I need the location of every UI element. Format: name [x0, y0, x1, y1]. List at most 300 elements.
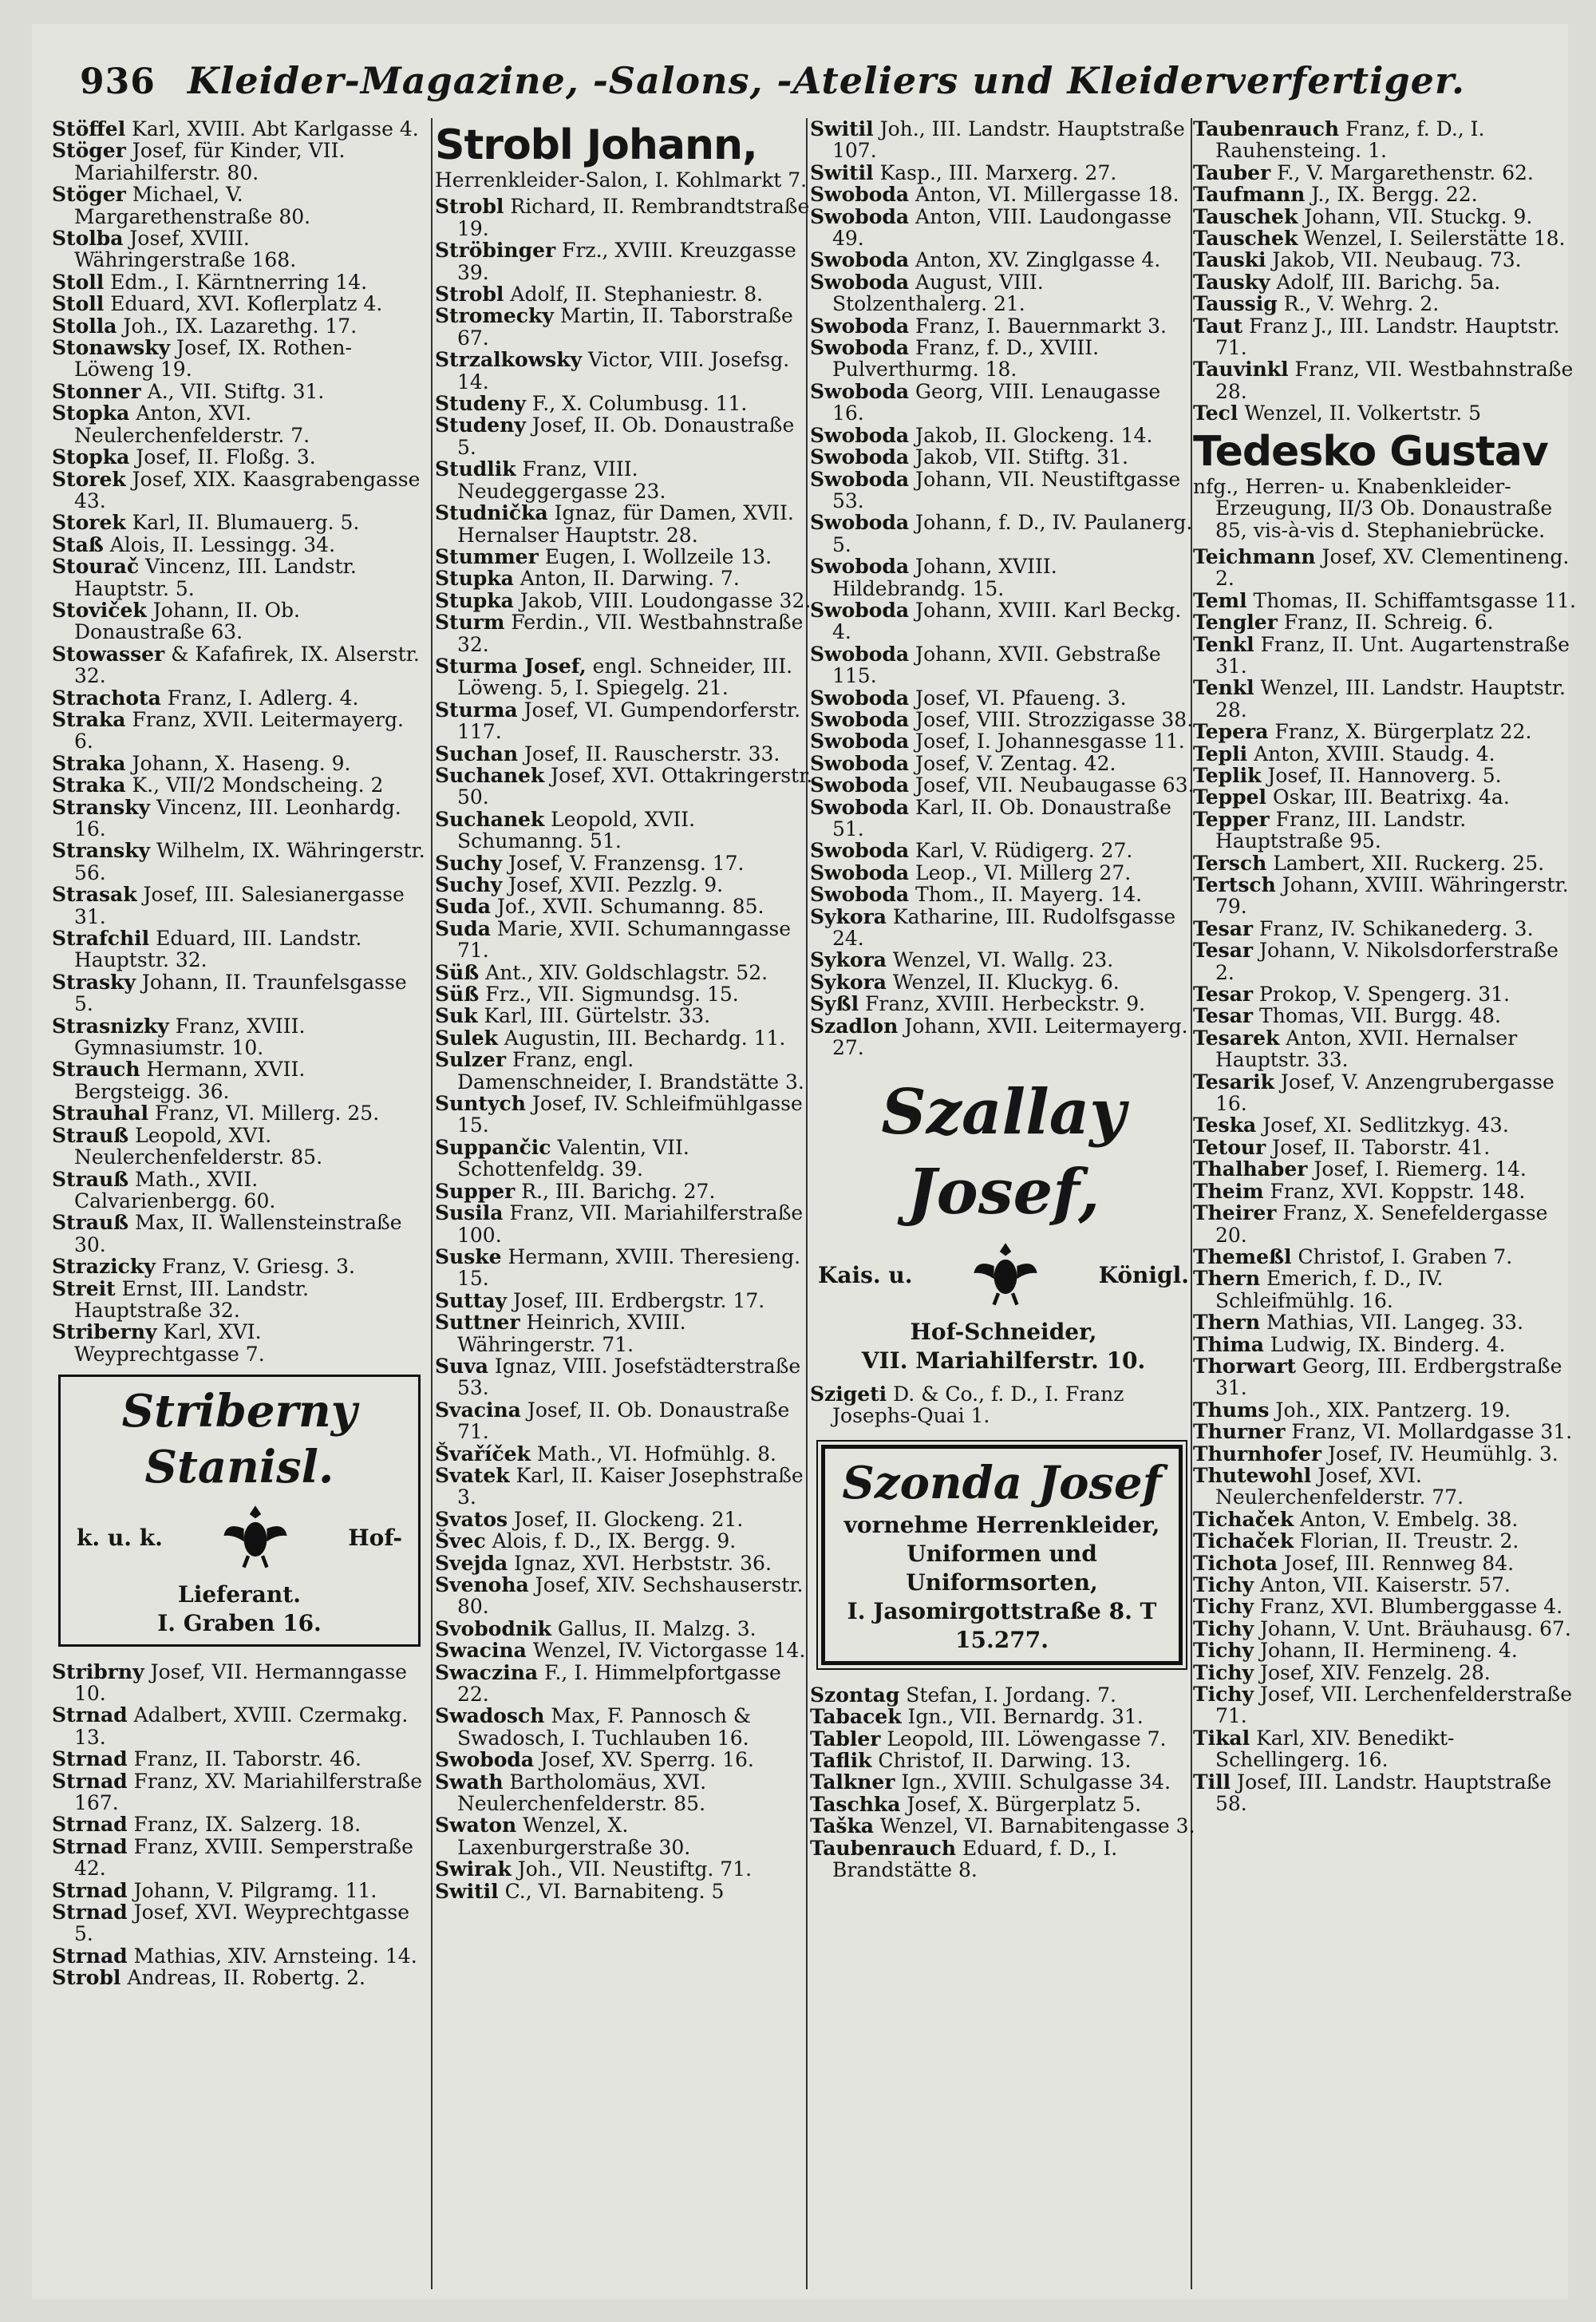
entry-address: Johann, XVIII. Währingerstr. 79.: [1215, 873, 1569, 919]
entry-address: Franz, I. Bauernmarkt 3.: [909, 314, 1167, 338]
entry-name: Svatos: [435, 1507, 508, 1531]
entry-name: Theim: [1193, 1179, 1264, 1203]
directory-entry: [1193, 852, 1576, 874]
directory-entry: [1193, 939, 1576, 983]
entry-name: Strasnizky: [52, 1014, 169, 1038]
directory-entry: [435, 1814, 814, 1858]
entry-address: Johann, II. Hermineng. 4.: [1254, 1639, 1518, 1663]
directory-entry: [52, 1015, 427, 1059]
directory-entry: [52, 687, 427, 709]
entry-address: Karl, XIV. Benedikt-Schellingerg. 16.: [1215, 1726, 1455, 1772]
entry-address: Christof, I. Graben 7.: [1291, 1244, 1513, 1268]
entry-address: Leop., VI. Millerg 27.: [909, 860, 1132, 884]
entry-address: Johann, VII. Stuckg. 9.: [1298, 204, 1533, 228]
entry-address: Victor, VIII. Josefsg. 14.: [457, 348, 790, 394]
entry-name: Tecl: [1193, 402, 1238, 425]
entry-address: Johann, f. D., IV. Paulanerg. 5.: [832, 511, 1193, 556]
directory-entry: [435, 809, 814, 852]
directory-entry: [435, 1771, 814, 1815]
entry-address: Leopold, XVII. Schumanng. 51.: [457, 807, 696, 853]
directory-entry: [435, 1640, 814, 1661]
directory-entry: [810, 337, 1197, 381]
entry-address: Alois, II. Lessingg. 34.: [103, 532, 336, 556]
entry-name: Striberny: [52, 1320, 157, 1344]
entry-address: Stefan, I. Jordang. 7.: [899, 1683, 1116, 1707]
column-4: [1193, 118, 1576, 2297]
directory-entry: [810, 753, 1197, 774]
directory-entry: [810, 1794, 1197, 1815]
entry-address: Marie, XVII. Schumanngasse 71.: [457, 916, 792, 963]
entry-address: Eugen, I. Wollzeile 13.: [538, 544, 772, 568]
entry-name: Švec: [435, 1529, 486, 1553]
entry-address: Vincenz, III. Landstr. Hauptstr. 5.: [74, 555, 357, 600]
entry-name: Svacina: [435, 1398, 521, 1422]
directory-entry: [435, 568, 814, 589]
entry-address: Jakob, VII. Neubaug. 73.: [1266, 248, 1522, 272]
entry-address: Josef, VI. Gumpendorferstr. 117.: [457, 698, 801, 744]
entry-address: A., VII. Stiftg. 31.: [140, 379, 325, 403]
directory-entry: [435, 1181, 814, 1202]
entry-name: Suda: [435, 895, 491, 919]
directory-entry: [1193, 315, 1576, 359]
entry-name: Tesar: [1193, 916, 1254, 940]
entry-name: Storek: [52, 467, 126, 491]
entry-name: Straka: [52, 751, 126, 775]
directory-entry: [810, 162, 1197, 184]
entry-address: Josef, III. Landstr. Hauptstraße 58.: [1215, 1770, 1552, 1816]
entry-address: Franz, V. Griesg. 3.: [155, 1255, 355, 1279]
entry-address: Anton, XV. Zinglgasse 4.: [909, 248, 1161, 272]
ad-address: VII. Mariahilferstr. 10.: [861, 1347, 1146, 1374]
directory-entry: [435, 743, 814, 765]
entry-address: Frz., VII. Sigmundsg. 15.: [479, 983, 739, 1007]
directory-entry: [1193, 1443, 1576, 1465]
entry-name: Stopka: [52, 402, 130, 425]
entry-address: Jakob, VII. Stiftg. 31.: [909, 445, 1128, 469]
entry-name: Suchanek: [435, 807, 545, 831]
entry-name: Stupka: [435, 588, 514, 612]
directory-entry: [52, 1125, 427, 1169]
entry-name: Tichy: [1193, 1683, 1254, 1707]
directory-entry: [810, 184, 1197, 205]
entry-name: Suttay: [435, 1288, 508, 1312]
entry-name: Studlik: [435, 457, 516, 481]
entry-name: Taussig: [1193, 292, 1278, 316]
entry-address: K., VII/2 Mondscheing. 2: [125, 773, 384, 797]
directory-entry: [1193, 1246, 1576, 1268]
entry-name: Tichaček: [1193, 1507, 1294, 1531]
entry-address: Wilhelm, IX. Währingerstr. 56.: [74, 839, 425, 884]
directory-entry: [810, 425, 1197, 446]
entry-name: Stribrny: [52, 1659, 144, 1683]
directory-entry: [1193, 918, 1576, 939]
entry-address: Josef, I. Riemerg. 14.: [1307, 1157, 1527, 1181]
entry-address: Karl, V. Rüdigerg. 27.: [909, 839, 1133, 863]
directory-entry: [435, 1399, 814, 1443]
entry-address: Anton, VII. Kaiserstr. 57.: [1254, 1573, 1511, 1596]
ad-title: Szonda Josef: [842, 1456, 1162, 1509]
entry-name: Swoboda: [435, 1748, 535, 1772]
entry-name: Staß: [52, 532, 104, 556]
entry-address: Christof, II. Darwing. 13.: [871, 1748, 1132, 1772]
entry-address: Josef, II. Floßg. 3.: [129, 445, 316, 469]
directory-entry: [1193, 611, 1576, 633]
directory-entry: [435, 918, 814, 962]
entry-address: Emerich, f. D., IV. Schleifmühlg. 16.: [1215, 1267, 1444, 1312]
directory-entry: [52, 1770, 427, 1814]
entry-name: Tabler: [810, 1727, 881, 1750]
entry-address: Josef, XIV. Sechshauserstr. 80.: [457, 1573, 804, 1619]
entry-address: Josef, V. Zentag. 42.: [909, 751, 1116, 775]
directory-entry: [435, 283, 814, 305]
entry-name: Swoboda: [810, 773, 910, 797]
entry-name: Suva: [435, 1354, 488, 1378]
entry-name: Thutewohl: [1193, 1463, 1312, 1487]
entry-address: Josef, XI. Sedlitzkyg. 43.: [1256, 1114, 1509, 1137]
directory-entry: [810, 840, 1197, 861]
directory-entry: [810, 1015, 1197, 1059]
entry-address: Franz, XVII. Leitermayerg. 6.: [74, 707, 404, 754]
directory-entry: [435, 1465, 814, 1509]
directory-entry: [810, 1728, 1197, 1750]
entry-name: Swoboda: [810, 686, 910, 710]
featured-name: Strobl Johann,: [435, 121, 757, 169]
entry-address: Josef, II. Ob. Donaustraße 71.: [457, 1398, 790, 1444]
directory-entry: [810, 469, 1197, 512]
entry-address: Josef, II. Rauscherstr. 33.: [518, 742, 780, 765]
directory-entry: [435, 458, 814, 502]
entry-address: Franz J., III. Landstr. Hauptstr. 71.: [1215, 314, 1560, 360]
entry-address: Franz, VI. Millerg. 25.: [148, 1102, 380, 1125]
entry-address: Josef, XVI. Weyprechtgasse 5.: [74, 1901, 409, 1946]
entry-name: Sulzer: [435, 1048, 507, 1072]
directory-entry: [52, 1321, 427, 1365]
ad-line: Lieferant.: [178, 1580, 301, 1608]
directory-entry: [435, 699, 814, 743]
entry-address: Franz, XVI. Koppstr. 148.: [1263, 1179, 1526, 1203]
entry-name: Stourač: [52, 555, 140, 579]
entry-name: Swoboda: [810, 511, 910, 535]
entry-address: Ant., XIV. Goldschlagstr. 52.: [479, 960, 768, 984]
directory-entry: [435, 393, 814, 414]
directory-entry: [810, 1383, 1197, 1427]
entry-name: Tauber: [1193, 160, 1271, 184]
directory-entry: [435, 874, 814, 896]
directory-entry: [435, 1705, 814, 1749]
entry-name: Süß: [435, 983, 480, 1007]
entry-name: Teichmann: [1193, 544, 1316, 568]
entry-address: R., V. Wehrg. 2.: [1277, 292, 1440, 316]
directory-entry: [1193, 1334, 1576, 1355]
entry-name: Tichy: [1193, 1573, 1254, 1596]
directory-entry: [1193, 293, 1576, 314]
entry-name: Swoboda: [810, 751, 910, 775]
entry-name: Swoboda: [810, 795, 910, 819]
directory-entry: [435, 1509, 814, 1530]
directory-entry: [810, 206, 1197, 250]
entry-name: Svenoha: [435, 1573, 529, 1596]
entry-address: Josef, XV. Sperrg. 16.: [534, 1748, 754, 1772]
entry-address: Max, II. Wallensteinstraße 30.: [74, 1211, 402, 1256]
entry-name: Tepli: [1193, 742, 1248, 765]
entry-address: Oskar, III. Beatrixg. 4a.: [1266, 785, 1510, 809]
directory-entry: [810, 730, 1197, 752]
entry-address: Jakob, VIII. Loudongasse 32.: [513, 588, 812, 612]
directory-entry: [435, 196, 814, 239]
directory-entry: [810, 1750, 1197, 1771]
directory-entry: [1193, 1640, 1576, 1661]
entry-address: Anton, XVI. Neulerchenfelderstr. 7.: [74, 402, 310, 447]
directory-entry: [810, 1771, 1197, 1793]
directory-entry: [1193, 1509, 1576, 1530]
entry-name: Tertsch: [1193, 873, 1276, 896]
directory-entry: [435, 546, 814, 568]
directory-entry: [52, 774, 427, 796]
entry-name: Švaříček: [435, 1442, 531, 1466]
directory-entry: [52, 1661, 427, 1705]
entry-address: Anton, VIII. Laudongasse 49.: [832, 204, 1171, 251]
entry-address: Ignaz, für Damen, XVII. Hernalser Hauptstr. 28.: [457, 501, 794, 547]
directory-entry: [435, 1137, 814, 1181]
entry-name: Swoboda: [810, 314, 910, 338]
directory-entry: [1193, 546, 1576, 590]
entry-address: Augustin, III. Bechardg. 11.: [497, 1026, 786, 1050]
entry-address: Johann, II. Ob. Donaustraße 63.: [74, 598, 300, 644]
directory-page: [32, 24, 1576, 2299]
directory-entry: [52, 599, 427, 643]
directory-entry: [810, 709, 1197, 730]
directory-entry: [1193, 1005, 1576, 1027]
entry-address: Math., XVII. Calvarienbergg. 60.: [74, 1167, 276, 1212]
entry-address: Josef, XV. Clementineng. 2.: [1215, 544, 1570, 591]
entry-name: Stoll: [52, 292, 105, 316]
directory-entry: [1193, 118, 1576, 162]
directory-entry: [435, 502, 814, 546]
directory-entry: [52, 118, 427, 140]
entry-name: Szadlon: [810, 1014, 899, 1038]
entry-address: C., VI. Barnabiteng. 5: [498, 1879, 725, 1903]
entry-name: Tesarek: [1193, 1026, 1280, 1050]
directory-entry: [52, 1814, 427, 1835]
directory-entry: [52, 797, 427, 841]
directory-entry: [435, 239, 814, 283]
entry-address: Franz, XVIII. Gymnasiumstr. 10.: [74, 1014, 306, 1060]
entry-name: Stromecky: [435, 304, 554, 328]
entry-address: Josef, IV. Schleifmühlgasse 15.: [457, 1092, 803, 1137]
entry-address: Johann, XVII. Gebstraße 115.: [832, 642, 1161, 688]
directory-entry: [52, 1058, 427, 1102]
directory-entry: [1193, 786, 1576, 808]
entry-address: Joh., XIX. Pantzerg. 19.: [1269, 1398, 1511, 1422]
entry-address: Johann, V. Pilgramg. 11.: [127, 1878, 377, 1902]
entry-address: Josef, III. Salesianergasse 31.: [74, 883, 405, 928]
entry-name: Swoboda: [810, 707, 910, 731]
entry-name: Süß: [435, 960, 480, 984]
directory-entry: [810, 949, 1197, 971]
entry-address: Josef, XVII. Pezzlg. 9.: [502, 873, 724, 896]
entry-name: Swoboda: [810, 883, 910, 907]
entry-address: Karl, III. Gürtelstr. 33.: [477, 1004, 711, 1028]
entry-name: Swacina: [435, 1639, 527, 1663]
directory-entry: [52, 512, 427, 533]
directory-entry: [52, 534, 427, 556]
entry-address: Joh., IX. Lazarethg. 17.: [117, 314, 358, 338]
entry-address: Alois, f. D., IX. Bergg. 9.: [485, 1529, 737, 1553]
entry-address: Thom., II. Mayerg. 14.: [909, 883, 1143, 907]
entry-address: Franz, I. Adlerg. 4.: [160, 686, 359, 710]
directory-entry: [435, 1881, 814, 1902]
entry-name: Strnad: [52, 1834, 128, 1858]
entry-name: Tauschek: [1193, 227, 1298, 251]
directory-entry: [810, 512, 1197, 556]
directory-entry: [52, 971, 427, 1015]
entry-address: Frz., XVIII. Kreuzgasse 39.: [457, 239, 796, 284]
entry-address: Franz, IX. Salzerg. 18.: [127, 1813, 361, 1837]
featured-desc: Herrenkleider-Salon, I. Kohlmarkt 7.: [435, 168, 808, 192]
entry-name: Swoboda: [810, 598, 910, 622]
entry-name: Tersch: [1193, 851, 1267, 875]
entry-address: Ludwig, IX. Binderg. 4.: [1263, 1332, 1506, 1356]
entry-address: Eduard, III. Landstr. Hauptstr. 32.: [74, 927, 362, 972]
entry-name: Thums: [1193, 1398, 1270, 1422]
entry-name: Swoboda: [810, 730, 910, 754]
entry-address: Josef, III. Rennweg 84.: [1277, 1551, 1515, 1575]
entry-address: D. & Co., f. D., I. Franz Josephs-Quai 1.: [832, 1382, 1124, 1428]
entry-name: Sturma: [435, 698, 518, 722]
entry-address: Hermann, XVIII. Theresieng. 15.: [457, 1244, 801, 1291]
directory-entry: [810, 687, 1197, 709]
ad-crest-row: [77, 1500, 402, 1575]
entry-address: Eduard, XVI. Koflerplatz 4.: [104, 292, 383, 316]
entry-name: Stonner: [52, 379, 141, 403]
entry-address: Max, F. Pannosch & Swadosch, I. Tuchlauben 16.: [457, 1704, 752, 1750]
directory-entry: [1193, 1727, 1576, 1771]
directory-entry: [52, 1901, 427, 1945]
entry-name: Suk: [435, 1004, 478, 1028]
entry-address: Josef, II. Hannoverg. 5.: [1261, 763, 1502, 787]
entry-name: Strobl: [435, 195, 504, 219]
directory-entry: [435, 655, 814, 699]
entry-address: Josef, XIV. Fenzelg. 28.: [1254, 1660, 1491, 1684]
entry-address: Franz, VII. Mariahilferstraße 100.: [457, 1201, 804, 1247]
directory-entry: [435, 1618, 814, 1640]
entry-address: Franz, X. Senefeldergasse 20.: [1215, 1201, 1548, 1247]
entry-address: Franz, f. D., XVIII. Pulverthurmg. 18.: [832, 336, 1100, 382]
entry-name: Strachota: [52, 686, 161, 710]
entry-name: Tichy: [1193, 1616, 1254, 1640]
entry-address: Vincenz, III. Leonhardg. 16.: [74, 795, 401, 841]
entry-address: Wenzel, I. Seilerstätte 18.: [1298, 227, 1566, 251]
directory-entry: [810, 1706, 1197, 1727]
entry-name: Thurner: [1193, 1420, 1286, 1444]
ad-crest-row: [818, 1237, 1189, 1312]
directory-entry: [435, 765, 814, 809]
entry-address: R., III. Barichg. 27.: [515, 1179, 716, 1203]
entry-address: Franz, IV. Schikanederg. 3.: [1253, 916, 1534, 940]
entry-name: Taufmann: [1193, 183, 1306, 207]
ad-title: Striberny Stanisl.: [121, 1385, 358, 1494]
entry-name: Tauski: [1193, 248, 1266, 272]
entry-name: Strauß: [52, 1211, 129, 1235]
entry-name: Suchan: [435, 742, 519, 765]
directory-entry: [1193, 249, 1576, 271]
directory-entry: [435, 1530, 814, 1552]
entry-name: Switil: [435, 1879, 499, 1903]
directory-entry: [52, 1748, 427, 1770]
entry-address: Valentin, VII. Schottenfeldg. 39.: [457, 1135, 689, 1181]
entry-address: Martin, II. Taborstraße 67.: [457, 304, 793, 350]
directory-entry: [1193, 358, 1576, 402]
directory-entry: [1193, 1181, 1576, 1202]
entry-name: Studnička: [435, 501, 548, 525]
entry-address: Katharine, III. Rudolfsgasse 24.: [832, 904, 1176, 951]
directory-entry: [435, 1662, 814, 1706]
entry-name: Syßl: [810, 992, 859, 1016]
entry-address: Ignaz, XVI. Herbststr. 36.: [508, 1551, 772, 1575]
directory-entry: [435, 1311, 814, 1355]
entry-address: Franz, engl. Damenschneider, I. Brandstätte 3.: [457, 1048, 804, 1094]
entry-name: Swoboda: [810, 445, 910, 469]
entry-name: Switil: [810, 160, 874, 184]
entry-name: Tenkl: [1193, 676, 1254, 700]
entry-name: Svobodnik: [435, 1616, 551, 1640]
entry-address: engl. Schneider, III. Löweng. 5, I. Spiegelg. 21.: [457, 654, 793, 700]
entry-name: Swoboda: [810, 839, 910, 863]
directory-entry: [810, 774, 1197, 796]
directory-entry: [435, 1443, 814, 1465]
entry-name: Suchy: [435, 873, 503, 896]
entry-name: Sykora: [810, 904, 887, 928]
entry-address: Karl, II. Kaiser Josephstraße 3.: [457, 1463, 804, 1509]
directory-entry: [1193, 206, 1576, 227]
directory-entry: [810, 906, 1197, 950]
directory-entry: [1193, 1027, 1576, 1071]
entry-name: Tikal: [1193, 1726, 1250, 1750]
directory-entry: [52, 643, 427, 687]
entry-address: Johann, V. Unt. Bräuhausg. 67.: [1254, 1616, 1571, 1640]
entry-address: Eduard, f. D., I. Brandstätte 8.: [832, 1836, 1118, 1881]
entry-address: Math., VI. Hofmühlg. 8.: [530, 1442, 776, 1466]
entry-name: Themeßl: [1193, 1244, 1292, 1268]
entry-name: Suntych: [435, 1092, 526, 1116]
entry-name: Taut: [1193, 314, 1243, 338]
page-header: [80, 46, 1556, 102]
directory-entry: [810, 446, 1197, 468]
directory-entry: [435, 1355, 814, 1399]
entry-address: Ernst, III. Landstr. Hauptstraße 32.: [74, 1276, 309, 1322]
directory-entry: [435, 414, 814, 458]
entry-address: August, VIII. Stolzenthalerg. 21.: [832, 270, 1044, 316]
entry-name: Swoboda: [810, 336, 910, 360]
entry-name: Taflik: [810, 1748, 872, 1772]
entry-name: Szigeti: [810, 1382, 887, 1406]
entry-address: Michael, V. Margarethenstraße 80.: [74, 183, 311, 228]
directory-entry: [1193, 1158, 1576, 1180]
entry-address: Florian, II. Treustr. 2.: [1294, 1529, 1519, 1553]
directory-entry: [1193, 721, 1576, 742]
ad-right-label: Hof-: [348, 1524, 402, 1551]
entry-name: Tausky: [1193, 270, 1270, 294]
entry-name: Stoviček: [52, 598, 147, 622]
directory-entry: [1193, 1771, 1576, 1815]
entry-address: F., X. Columbusg. 11.: [525, 392, 748, 416]
entry-address: F., V. Margarethenstr. 62.: [1270, 160, 1534, 184]
entry-name: Stransky: [52, 795, 151, 819]
directory-entry: [52, 840, 427, 884]
entry-address: Franz, XV. Mariahilferstraße 167.: [74, 1769, 423, 1814]
entry-name: Tichota: [1193, 1551, 1278, 1575]
directory-entry: [1193, 271, 1576, 293]
